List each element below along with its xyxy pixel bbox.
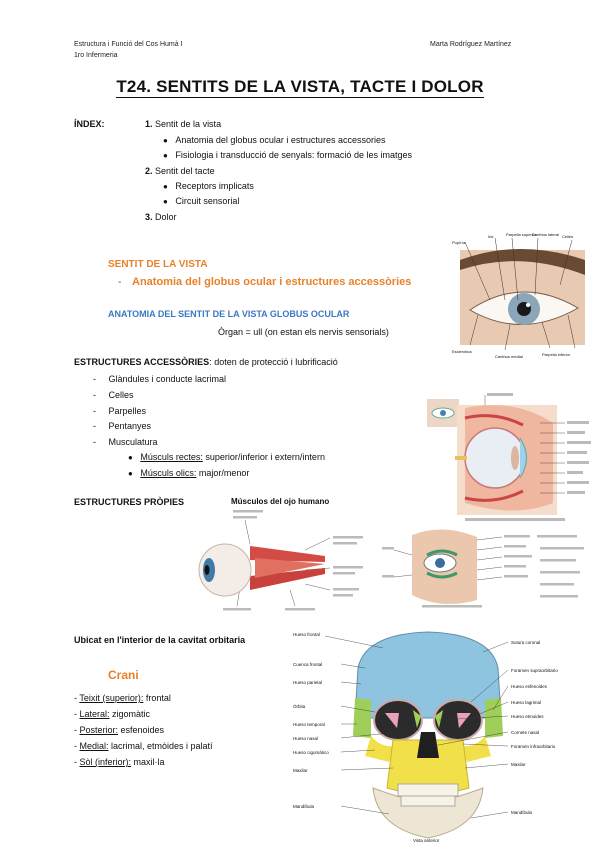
accessory-item: - Pentanyes — [93, 421, 152, 431]
svg-text:Cuenca frontal: Cuenca frontal — [293, 662, 323, 667]
header-course: Estructura i Funció del Cos Humà I — [74, 41, 183, 48]
index-item-3: 3. Dolor — [145, 212, 177, 222]
svg-text:Vista anterior: Vista anterior — [413, 838, 440, 843]
svg-text:Hueso lagrimal: Hueso lagrimal — [511, 700, 542, 705]
eye-photo-figure — [450, 230, 590, 365]
index-sub-3: ● Receptors implicats — [163, 181, 254, 191]
accessories-heading: ESTRUCTURES ACCESSÒRIES: doten de protecció i lubrificació — [74, 357, 338, 367]
orbit-item: - Posterior: esfenoides — [74, 725, 165, 735]
svg-text:Cornete nasal: Cornete nasal — [511, 730, 540, 735]
svg-text:Hueso parietal: Hueso parietal — [293, 680, 323, 685]
crani-heading: Crani — [108, 668, 139, 682]
svg-text:Parpella inferior: Parpella inferior — [542, 352, 571, 357]
muscle-item: ● Músculs olics: major/menor — [128, 468, 250, 478]
index-item-2: 2. Sentit del tacte — [145, 166, 215, 176]
organ-line: Òrgan = ull (on estan els nervis sensorials) — [218, 327, 389, 337]
eye-label-pupilla: Pupil·la — [452, 240, 466, 245]
orbit-item: - Sòl (inferior): maxil·la — [74, 757, 165, 767]
svg-text:Parpella superior: Parpella superior — [506, 232, 537, 237]
page-title: T24. SENTITS DE LA VISTA, TACTE I DOLOR — [116, 77, 484, 96]
svg-text:Mandíbula: Mandíbula — [293, 804, 315, 809]
svg-text:Hueso cigomático: Hueso cigomático — [293, 750, 329, 755]
svg-text:Mandíbula: Mandíbula — [511, 810, 533, 815]
orbit-item: - Teixit (superior): frontal — [74, 693, 171, 703]
svg-text:Hueso esfenoides: Hueso esfenoides — [511, 684, 548, 689]
svg-text:Canthus medial: Canthus medial — [495, 354, 523, 359]
svg-text:Celles: Celles — [562, 234, 574, 239]
eye-muscles-figure — [195, 508, 375, 620]
accessory-item: - Parpelles — [93, 406, 147, 416]
accessory-item: - Celles — [93, 390, 134, 400]
index-sub-2: ● Fisiologia i transducció de senyals: formació de les imatges — [163, 150, 412, 160]
skull-figure — [293, 628, 593, 843]
blue-heading: ANATOMIA DEL SENTIT DE LA VISTA GLOBUS OCULAR — [108, 309, 350, 319]
index-item-1: 1. Sentit de la vista — [145, 119, 222, 129]
svg-text:Hueso nasal: Hueso nasal — [293, 736, 319, 741]
svg-text:Hueso etmoides: Hueso etmoides — [511, 714, 544, 719]
face-muscles-figure — [382, 525, 592, 610]
subheading-dash: - — [118, 277, 122, 288]
index-sub-1: ● Anatomia del globus ocular i estructures accessories — [163, 135, 386, 145]
header-author: Marta Rodríguez Martínez — [430, 41, 512, 48]
eye-section-figure — [425, 393, 595, 525]
svg-text:Maxilar: Maxilar — [293, 768, 308, 773]
svg-text:Foramen infraorbitario: Foramen infraorbitario — [511, 744, 556, 749]
muscle-figure-title: Músculos del ojo humano — [231, 497, 330, 506]
accessory-item: - Musculatura — [93, 437, 158, 447]
svg-text:Iris: Iris — [488, 234, 494, 239]
svg-text:Órbita: Órbita — [293, 704, 306, 709]
muscle-item: ● Músculs rectes: superior/inferior i extern/intern — [128, 452, 325, 462]
svg-text:Maxilar: Maxilar — [511, 762, 526, 767]
header-year: 1ro Infermeria — [74, 52, 118, 59]
section-heading: SENTIT DE LA VISTA — [108, 259, 208, 270]
svg-text:Esclerotica: Esclerotica — [452, 349, 472, 354]
svg-text:Foramen supraorbitario: Foramen supraorbitario — [511, 668, 558, 673]
svg-text:Hueso temporal: Hueso temporal — [293, 722, 325, 727]
svg-text:Sutura coronal: Sutura coronal — [511, 640, 541, 645]
svg-text:Canthus lateral: Canthus lateral — [532, 232, 559, 237]
svg-text:Hueso frontal: Hueso frontal — [293, 632, 320, 637]
orbit-item: - Medial: lacrimal, etmòides i palatí — [74, 741, 213, 751]
own-structures-heading: ESTRUCTURES PRÒPIES — [74, 497, 185, 507]
section-subheading: Anatomia del globus ocular i estructures accessòries — [132, 276, 412, 288]
index-label: ÍNDEX: — [74, 119, 105, 129]
orbit-heading: Ubicat en l'interior de la cavitat orbitaria — [74, 635, 246, 645]
accessory-item: - Glàndules i conducte lacrimal — [93, 374, 227, 384]
index-sub-4: ● Circuit sensorial — [163, 196, 240, 206]
orbit-item: - Lateral: zigomàtic — [74, 709, 151, 719]
